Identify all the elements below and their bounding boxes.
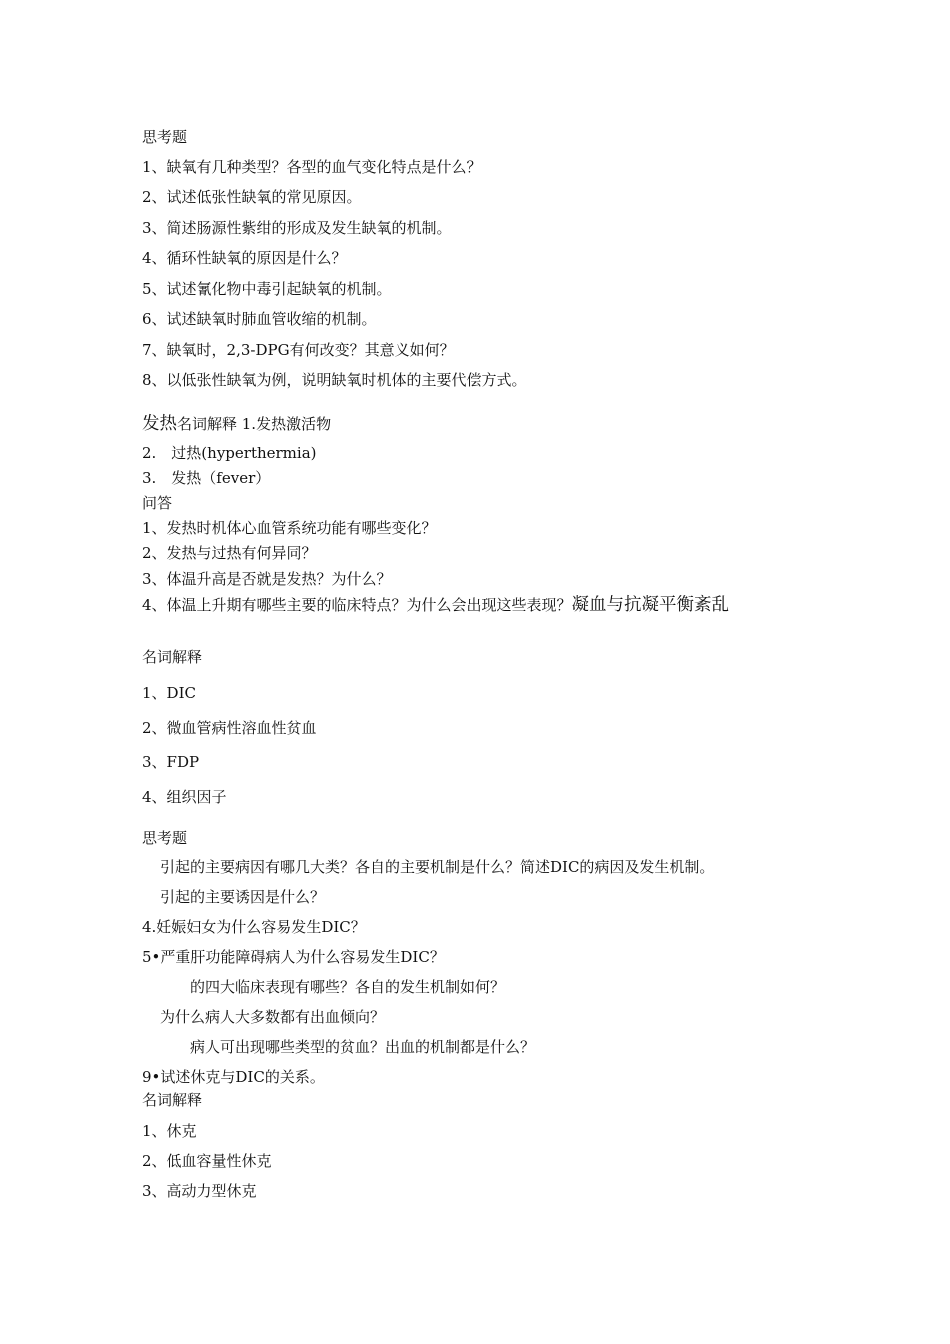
fever-title: 发热 bbox=[142, 414, 177, 434]
fever-term-3: 3. 发热（fever） bbox=[142, 469, 271, 487]
fever-question-4: 4、体温上升期有哪些主要的临床特点？为什么会出现这些表现？ bbox=[142, 596, 572, 614]
section-heading-hypoxia-questions: 思考题 bbox=[142, 128, 188, 146]
hypoxia-question-2: 2、试述低张性缺氧的常见原因。 bbox=[142, 188, 362, 206]
hypoxia-question-7: 7、缺氧时，2,3-DPG有何改变？其意义如何？ bbox=[142, 341, 455, 359]
coag-question-7: 为什么病人大多数都有出血倾向？ bbox=[160, 1008, 386, 1026]
coag-term-4: 4、组织因子 bbox=[142, 788, 227, 806]
hypoxia-question-4: 4、循环性缺氧的原因是什么？ bbox=[142, 249, 347, 267]
fever-title-line bbox=[142, 414, 331, 434]
coag-question-9: 9•试述休克与DIC的关系。 bbox=[142, 1068, 325, 1086]
fever-question-4-block bbox=[142, 594, 792, 616]
hypoxia-question-5: 5、试述氰化物中毒引起缺氧的机制。 bbox=[142, 280, 392, 298]
fever-question-3: 3、体温升高是否就是发热？为什么？ bbox=[142, 570, 392, 588]
fever-question-1: 1、发热时机体心血管系统功能有哪些变化？ bbox=[142, 519, 437, 537]
hypoxia-question-8: 8、以低张性缺氧为例，说明缺氧时机体的主要代偿方式。 bbox=[142, 371, 527, 389]
fever-term-2: 2. 过热(hyperthermia) bbox=[142, 444, 317, 462]
shock-terms-heading: 名词解释 bbox=[142, 1091, 203, 1109]
coag-question-5: 5•严重肝功能障碍病人为什么容易发生DIC？ bbox=[142, 948, 445, 966]
fever-terms-heading: 名词解释 1.发热激活物 bbox=[177, 415, 332, 433]
shock-term-1: 1、休克 bbox=[142, 1122, 197, 1140]
fever-question-2: 2、发热与过热有何异同？ bbox=[142, 544, 317, 562]
hypoxia-question-3: 3、简述肠源性紫绀的形成及发生缺氧的机制。 bbox=[142, 219, 452, 237]
coag-question-1: 引起的主要病因有哪几大类？各自的主要机制是什么？简述DIC的病因及发生机制。 bbox=[160, 858, 715, 876]
coag-term-3: 3、FDP bbox=[142, 753, 200, 771]
coag-term-1: 1、DIC bbox=[142, 684, 196, 702]
shock-term-2: 2、低血容量性休克 bbox=[142, 1152, 272, 1170]
coag-question-4: 4.妊娠妇女为什么容易发生DIC？ bbox=[142, 918, 366, 936]
coag-questions-heading: 思考题 bbox=[142, 829, 188, 847]
coag-question-8: 病人可出现哪些类型的贫血？出血的机制都是什么？ bbox=[190, 1038, 536, 1056]
coag-question-2: 引起的主要诱因是什么？ bbox=[160, 888, 326, 906]
hypoxia-question-6: 6、试述缺氧时肺血管收缩的机制。 bbox=[142, 310, 377, 328]
coag-question-6: 的四大临床表现有哪些？各自的发生机制如何？ bbox=[190, 978, 506, 996]
coagulation-section-title: 凝血与抗凝平衡紊乱 bbox=[571, 595, 730, 615]
fever-qa-heading: 问答 bbox=[142, 494, 173, 512]
coag-terms-heading: 名词解释 bbox=[142, 648, 203, 666]
shock-term-3: 3、高动力型休克 bbox=[142, 1182, 257, 1200]
hypoxia-question-1: 1、缺氧有几种类型？各型的血气变化特点是什么？ bbox=[142, 158, 482, 176]
coag-term-2: 2、微血管病性溶血性贫血 bbox=[142, 719, 317, 737]
